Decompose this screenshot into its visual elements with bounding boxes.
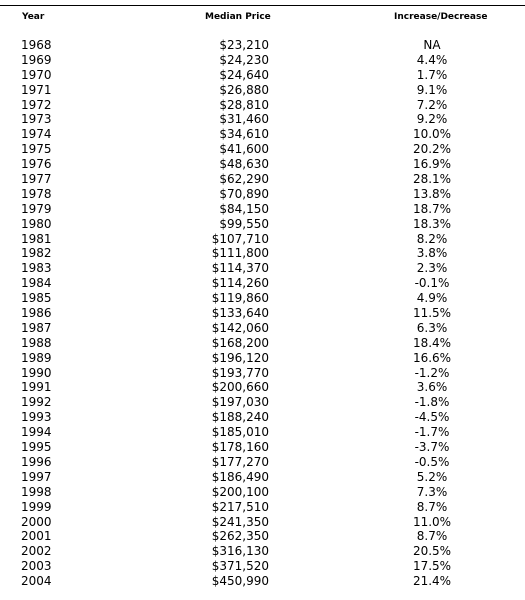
cell-median-price: $111,800 [211, 246, 269, 261]
table-row [0, 410, 525, 425]
cell-median-price: $450,990 [211, 574, 269, 589]
column-header-year: Year [22, 12, 45, 22]
table-row [0, 470, 525, 485]
cell-year: 1974 [21, 127, 52, 142]
cell-year: 1999 [21, 499, 52, 514]
table-row [0, 395, 525, 410]
cell-median-price: $28,810 [219, 97, 269, 112]
table-row [0, 306, 525, 321]
table-row [0, 246, 525, 261]
cell-year: 2001 [21, 529, 52, 544]
cell-increase-decrease: 11.5% [412, 306, 452, 321]
cell-median-price: $23,210 [219, 38, 269, 52]
cell-increase-decrease: 3.6% [416, 380, 448, 395]
cell-increase-decrease: 18.7% [412, 201, 452, 216]
cell-increase-decrease: 8.2% [416, 231, 448, 246]
table-row [0, 544, 525, 559]
cell-median-price: $197,030 [211, 395, 269, 410]
cell-year: 1978 [21, 186, 52, 201]
cell-increase-decrease: -4.5% [414, 410, 450, 425]
cell-increase-decrease: 7.2% [416, 97, 448, 112]
cell-median-price: $24,230 [219, 52, 269, 67]
cell-year: 1969 [21, 52, 52, 67]
cell-increase-decrease: 1.7% [416, 67, 448, 82]
cell-increase-decrease: 10.0% [412, 127, 452, 142]
cell-year: 2004 [21, 574, 52, 589]
cell-median-price: $177,270 [211, 454, 269, 469]
table-row [0, 291, 525, 306]
cell-year: 1981 [21, 231, 52, 246]
table-body [0, 38, 525, 589]
column-header-increase-decrease: Increase/Decrease [394, 12, 488, 22]
cell-increase-decrease: -0.1% [414, 276, 450, 291]
table-row [0, 425, 525, 440]
cell-median-price: $84,150 [219, 201, 269, 216]
table-row [0, 142, 525, 157]
cell-median-price: $200,660 [211, 380, 269, 395]
cell-increase-decrease: 8.7% [416, 529, 448, 544]
table-row [0, 276, 525, 291]
cell-year: 1979 [21, 201, 52, 216]
table-row [0, 172, 525, 187]
cell-increase-decrease: 4.4% [416, 52, 448, 67]
table-row [0, 112, 525, 127]
cell-year: 1990 [21, 365, 52, 380]
cell-year: 1992 [21, 395, 52, 410]
table-row [0, 217, 525, 232]
cell-median-price: $241,350 [211, 514, 269, 529]
cell-year: 1993 [21, 410, 52, 425]
table-row [0, 455, 525, 470]
cell-year: 1977 [21, 172, 52, 187]
cell-median-price: $188,240 [211, 410, 269, 425]
table-row [0, 68, 525, 83]
cell-increase-decrease: 6.3% [416, 320, 448, 335]
cell-year: 1970 [21, 67, 52, 82]
cell-year: 1983 [21, 261, 52, 276]
cell-median-price: $70,890 [219, 186, 269, 201]
cell-median-price: $34,610 [219, 127, 269, 142]
cell-increase-decrease: 16.9% [412, 157, 452, 172]
cell-median-price: $168,200 [211, 335, 269, 350]
cell-median-price: $186,490 [211, 469, 269, 484]
cell-median-price: $178,160 [211, 440, 269, 455]
cell-median-price: $114,260 [211, 276, 269, 291]
cell-year: 1989 [21, 350, 52, 365]
cell-increase-decrease: 9.2% [416, 112, 448, 127]
cell-median-price: $41,600 [219, 142, 269, 157]
cell-year: 2003 [21, 559, 52, 574]
cell-increase-decrease: 28.1% [412, 172, 452, 187]
cell-year: 1998 [21, 484, 52, 499]
cell-increase-decrease: -1.8% [414, 395, 450, 410]
table-row [0, 336, 525, 351]
cell-year: 1971 [21, 82, 52, 97]
cell-year: 1976 [21, 157, 52, 172]
cell-year: 1995 [21, 440, 52, 455]
cell-increase-decrease: 13.8% [412, 186, 452, 201]
cell-increase-decrease: 3.8% [416, 246, 448, 261]
cell-year: 1985 [21, 291, 52, 306]
cell-year: 1982 [21, 246, 52, 261]
cell-year: 2000 [21, 514, 52, 529]
table-row [0, 351, 525, 366]
cell-year: 1972 [21, 97, 52, 112]
table-row [0, 529, 525, 544]
cell-year: 1997 [21, 469, 52, 484]
cell-median-price: $31,460 [219, 112, 269, 127]
table-row [0, 380, 525, 395]
cell-year: 1988 [21, 335, 52, 350]
cell-median-price: $48,630 [219, 157, 269, 172]
cell-median-price: $107,710 [211, 231, 269, 246]
table-row [0, 559, 525, 574]
cell-year: 1968 [21, 38, 52, 52]
column-header-median-price: Median Price [205, 12, 271, 22]
table-row [0, 187, 525, 202]
cell-increase-decrease: 21.4% [412, 574, 452, 589]
cell-increase-decrease: 2.3% [416, 261, 448, 276]
cell-median-price: $142,060 [211, 320, 269, 335]
cell-increase-decrease: 9.1% [416, 82, 448, 97]
table-row [0, 440, 525, 455]
cell-median-price: $185,010 [211, 425, 269, 440]
cell-increase-decrease: 4.9% [416, 291, 448, 306]
table-row [0, 485, 525, 500]
cell-increase-decrease: -3.7% [414, 440, 450, 455]
cell-year: 1973 [21, 112, 52, 127]
table-row [0, 515, 525, 530]
cell-increase-decrease: 8.7% [416, 499, 448, 514]
cell-median-price: $196,120 [211, 350, 269, 365]
cell-increase-decrease: 18.4% [412, 335, 452, 350]
table-row [0, 232, 525, 247]
cell-year: 1994 [21, 425, 52, 440]
cell-median-price: $217,510 [211, 499, 269, 514]
cell-year: 1980 [21, 216, 52, 231]
table-row [0, 98, 525, 113]
cell-year: 1984 [21, 276, 52, 291]
cell-year: 1975 [21, 142, 52, 157]
table-row [0, 127, 525, 142]
cell-median-price: $114,370 [211, 261, 269, 276]
cell-median-price: $371,520 [211, 559, 269, 574]
cell-median-price: $99,550 [219, 216, 269, 231]
table-row [0, 500, 525, 515]
cell-increase-decrease: 11.0% [412, 514, 452, 529]
table-row [0, 38, 525, 53]
cell-increase-decrease: -0.5% [414, 454, 450, 469]
table-row [0, 261, 525, 276]
cell-median-price: $193,770 [211, 365, 269, 380]
cell-median-price: $62,290 [219, 172, 269, 187]
cell-year: 1996 [21, 454, 52, 469]
cell-year: 1986 [21, 306, 52, 321]
cell-increase-decrease: -1.7% [414, 425, 450, 440]
cell-increase-decrease: 16.6% [412, 350, 452, 365]
cell-year: 2002 [21, 544, 52, 559]
cell-median-price: $200,100 [211, 484, 269, 499]
table-row [0, 157, 525, 172]
cell-median-price: $133,640 [211, 306, 269, 321]
cell-median-price: $316,130 [211, 544, 269, 559]
table-row [0, 366, 525, 381]
cell-increase-decrease: -1.2% [414, 365, 450, 380]
table-row [0, 83, 525, 98]
cell-median-price: $26,880 [219, 82, 269, 97]
cell-increase-decrease: 20.5% [412, 544, 452, 559]
cell-increase-decrease: 7.3% [416, 484, 448, 499]
cell-median-price: $24,640 [219, 67, 269, 82]
cell-median-price: $262,350 [211, 529, 269, 544]
table-row [0, 202, 525, 217]
cell-increase-decrease: 20.2% [412, 142, 452, 157]
cell-increase-decrease: NA [423, 38, 441, 52]
cell-increase-decrease: 5.2% [416, 469, 448, 484]
table-row [0, 321, 525, 336]
top-rule [0, 5, 525, 6]
cell-median-price: $119,860 [211, 291, 269, 306]
cell-increase-decrease: 18.3% [412, 216, 452, 231]
cell-year: 1991 [21, 380, 52, 395]
cell-year: 1987 [21, 320, 52, 335]
cell-increase-decrease: 17.5% [412, 559, 452, 574]
table-row [0, 53, 525, 68]
table-row [0, 574, 525, 589]
